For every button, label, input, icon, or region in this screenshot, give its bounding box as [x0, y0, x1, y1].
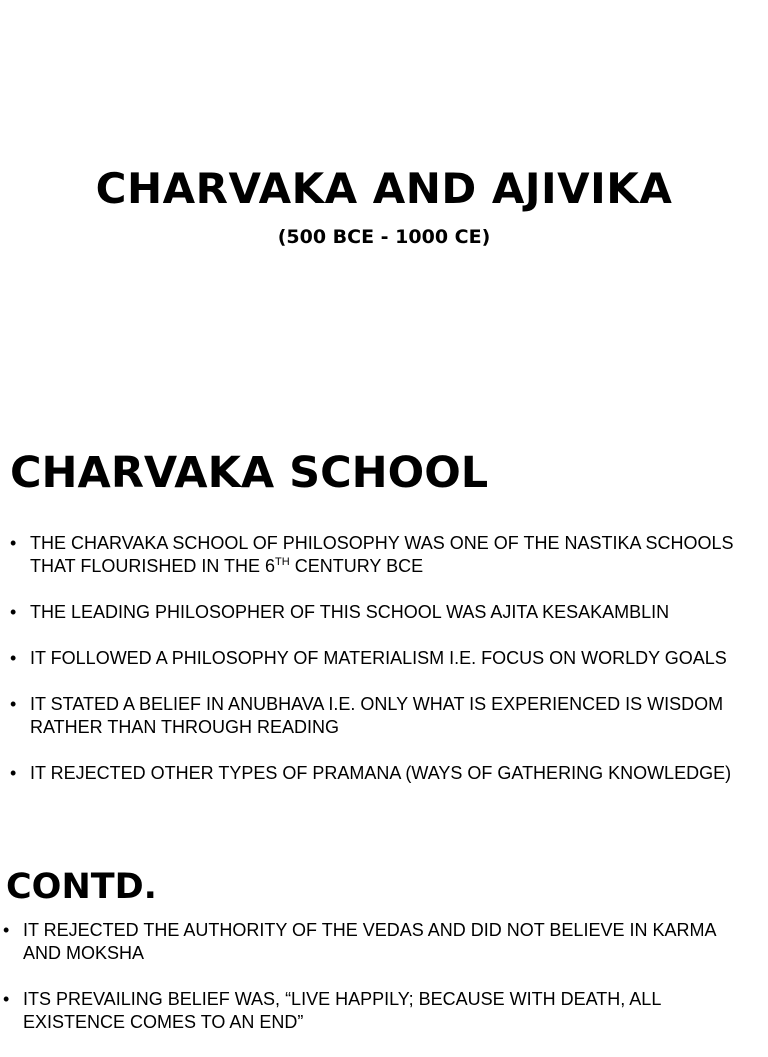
list-item	[10, 647, 740, 670]
bullet-icon: •	[10, 694, 17, 714]
list-item	[3, 988, 733, 1034]
list-item	[10, 693, 740, 739]
slide-title: CHARVAKA AND AJIVIKA	[95, 164, 673, 213]
list-item	[10, 762, 740, 785]
slide-subtitle: (500 BCE - 1000 CE)	[277, 226, 491, 248]
bullet-text: THE LEADING PHILOSOPHER OF THIS SCHOOL WAS AJITA KESAKAMBLIN	[30, 602, 670, 622]
bullet-text-tail: CENTURY BCE	[289, 556, 424, 576]
bullet-icon: •	[10, 648, 17, 668]
bullet-icon: •	[3, 920, 10, 940]
bullet-text: IT FOLLOWED A PHILOSOPHY OF MATERIALISM I.E. FOCUS ON WORLDY GOALS	[30, 648, 727, 668]
superscript: TH	[275, 556, 290, 568]
charvaka-bullet-list	[10, 532, 740, 808]
bullet-text: ITS PREVAILING BELIEF WAS, “LIVE HAPPILY; BECAUSE WITH DEATH, ALL EXISTENCE COMES TO AN END”	[23, 989, 661, 1032]
bullet-icon: •	[10, 533, 17, 553]
section-heading-contd: CONTD.	[6, 867, 157, 907]
list-item	[3, 919, 733, 965]
bullet-icon: •	[10, 763, 17, 783]
bullet-icon: •	[3, 989, 10, 1009]
bullet-text: THE CHARVAKA SCHOOL OF PHILOSOPHY WAS ONE OF THE NASTIKA SCHOOLS THAT FLOURISHED IN THE 6	[30, 533, 734, 576]
bullet-icon: •	[10, 602, 17, 622]
bullet-text: IT REJECTED THE AUTHORITY OF THE VEDAS AND DID NOT BELIEVE IN KARMA AND MOKSHA	[23, 920, 716, 963]
list-item	[10, 532, 740, 578]
bullet-text: IT REJECTED OTHER TYPES OF PRAMANA (WAYS OF GATHERING KNOWLEDGE)	[30, 763, 732, 783]
bullet-text: IT STATED A BELIEF IN ANUBHAVA I.E. ONLY WHAT IS EXPERIENCED IS WISDOM RATHER THAN THROUGH READING	[30, 694, 724, 737]
contd-bullet-list	[3, 919, 733, 1057]
section-heading-charvaka-school: CHARVAKA SCHOOL	[10, 448, 489, 498]
list-item	[10, 601, 740, 624]
